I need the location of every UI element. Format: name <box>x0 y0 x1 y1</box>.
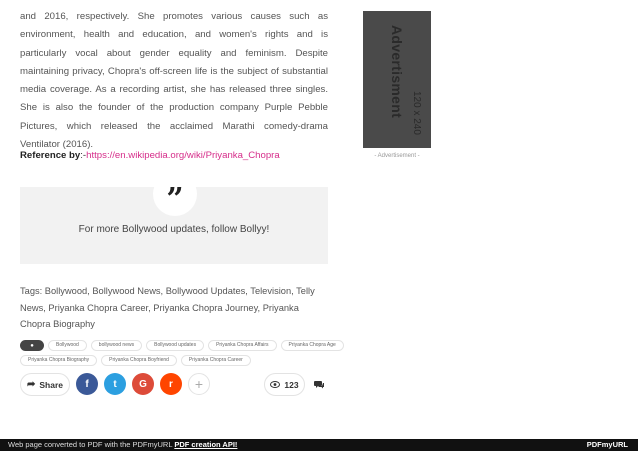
tag-chips-row-2 <box>20 355 251 366</box>
advertisement-banner[interactable] <box>363 11 431 148</box>
quote-mark: ” <box>166 182 184 217</box>
advertisement-caption: - Advertisement - <box>374 153 420 159</box>
views-counter <box>264 373 305 396</box>
advertisement-title: Advertisment <box>389 25 405 119</box>
tag-chip[interactable]: bollywood news <box>91 340 142 351</box>
more-share-button[interactable]: + <box>188 373 210 395</box>
quote-text: For more Bollywood updates, follow Bollyy! <box>78 224 270 235</box>
views-count: 123 <box>284 379 299 390</box>
facebook-icon[interactable]: f <box>76 373 98 395</box>
footer-logo: PDFmyURL <box>586 440 628 449</box>
reference-separator: :- <box>80 150 87 161</box>
article-paragraph: and 2016, respectively. She promotes various causes such as environment, health and education, and women's rights and is particularly vocal about gender equality and feminism. Despite maintaining privacy, Chopra's off-screen life is the subject of substantial media coverage. As a recording artist, she has released three singles. She is also the founder of the production company Purple Pebble Pictures, which released the acclaimed Marathi comedy-drama Ventilator (2016). <box>20 11 328 151</box>
advertisement-size: 120 x 240 <box>411 91 422 135</box>
footer-link[interactable]: PDF creation API! <box>174 440 238 449</box>
tag-chip[interactable]: Priyanka Chopra Affairs <box>208 340 276 351</box>
google-plus-icon[interactable]: G <box>132 373 154 395</box>
reference-line <box>20 150 340 161</box>
comments-icon <box>314 380 325 389</box>
tag-chip[interactable]: Priyanka Chopra Boyfriend <box>101 355 177 366</box>
tag-chip[interactable]: Priyanka Chopra Biography <box>20 355 97 366</box>
tag-chip[interactable]: Bollywood updates <box>146 340 204 351</box>
share-label: Share <box>39 379 63 390</box>
tag-chip[interactable]: Bollywood <box>48 340 87 351</box>
twitter-icon[interactable]: t <box>104 373 126 395</box>
reddit-icon[interactable]: r <box>160 373 182 395</box>
reference-link[interactable]: https://en.wikipedia.org/wiki/Priyanka_Chopra <box>86 150 280 161</box>
reference-label: Reference by <box>20 150 81 161</box>
tag-chip[interactable]: Priyanka Chopra Age <box>281 340 344 351</box>
share-button[interactable] <box>20 373 70 396</box>
comment-button[interactable] <box>309 373 329 396</box>
tag-chip[interactable]: Priyanka Chopra Career <box>181 355 251 366</box>
footer-text: Web page converted to PDF with the PDFmyURL <box>8 440 173 449</box>
share-arrow-icon: ➦ <box>26 379 36 390</box>
tag-chips-row-1 <box>20 340 344 351</box>
tag-icon: ● <box>20 340 44 351</box>
quote-icon <box>153 172 197 216</box>
tags-text: Tags: Bollywood, Bollywood News, Bollywood Updates, Television, Telly News, Priyanka Chopra Career, Priyanka Chopra Journey, Priyanka Chopra Biography <box>20 286 315 329</box>
pdf-footer <box>0 439 638 451</box>
eye-icon <box>270 381 280 388</box>
